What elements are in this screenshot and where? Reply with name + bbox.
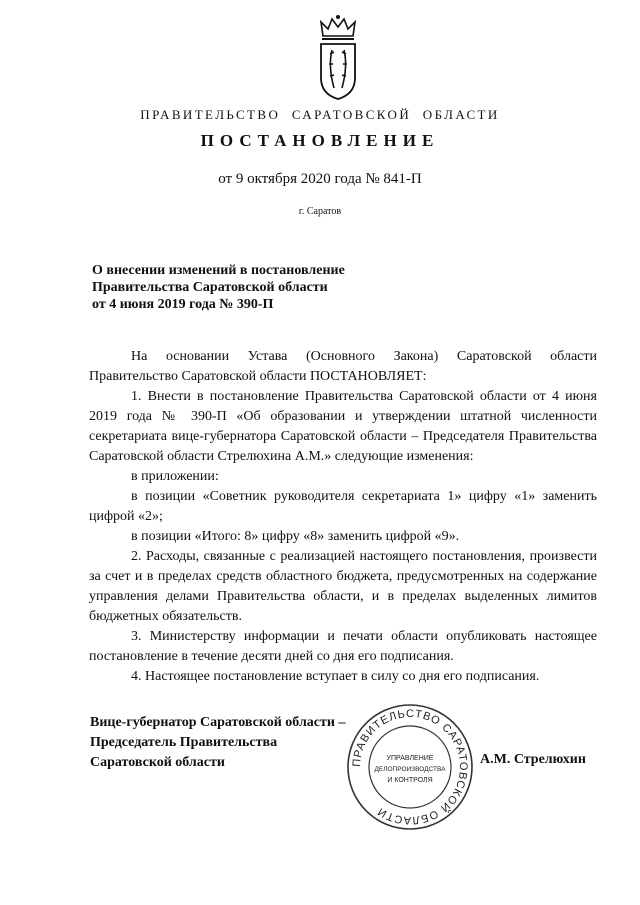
seal-center-line: ДЕЛОПРОИЗВОДСТВА [374, 766, 446, 773]
document-subject [92, 262, 452, 313]
signatory-title-line: Саратовской области [90, 755, 225, 770]
signatory-title-line: Вице-губернатор Саратовской области – [90, 715, 346, 730]
subject-line: О внесении изменений в постановление [92, 263, 345, 278]
signatory-title-line: Председатель Правительства [90, 735, 278, 750]
body-paragraph: в приложении: [131, 469, 219, 484]
document-date-number: от 9 октября 2020 года № 841-П [218, 171, 422, 187]
body-paragraph: в позиции «Итого: 8» цифру «8» заменить цифрой «9». [131, 529, 460, 544]
subject-line: Правительства Саратовской области [92, 280, 328, 295]
government-name: ПРАВИТЕЛЬСТВО САРАТОВСКОЙ ОБЛАСТИ [140, 107, 500, 122]
body-paragraph: в позиции «Советник руководителя секретариата 1» цифру «1» заменить цифрой «2»; [89, 489, 597, 524]
seal-center-line: УПРАВЛЕНИЕ [386, 755, 434, 762]
official-seal-icon [345, 702, 475, 832]
document-city: г. Саратов [298, 206, 342, 217]
seal-center-line: И КОНТРОЛЯ [387, 777, 433, 784]
body-paragraph: 4. Настоящее постановление вступает в силу со дня его подписания. [131, 669, 540, 684]
saratov-coat-of-arms-icon [315, 14, 361, 100]
document-body [89, 347, 597, 687]
body-paragraph: 3. Министерству информации и печати области опубликовать настоящее постановление в течение десяти дней со дня его подписания. [89, 629, 597, 664]
document-type: ПОСТАНОВЛЕНИЕ [200, 131, 440, 150]
subject-line: от 4 июня 2019 года № 390-П [92, 297, 274, 312]
body-paragraph: На основании Устава (Основного Закона) Саратовской области Правительство Саратовской области ПОСТАНОВЛЯЕТ: [89, 349, 597, 384]
signatory-name: А.М. Стрелюхин [480, 752, 586, 767]
seal-ring-text: ПРАВИТЕЛЬСТВО САРАТОВСКОЙ ОБЛАСТИ [350, 707, 470, 827]
body-paragraph: 2. Расходы, связанные с реализацией настоящего постановления, произвести за счет и в пределах средств областного бюджета, предусмотренных на содержание управления делами Правительства области, и в пределах выделенных лимитов бюджетных обязательств. [89, 549, 597, 624]
body-paragraph: 1. Внести в постановление Правительства Саратовской области от 4 июня 2019 года № 390-П «Об образовании и утверждении штатной численности секретариата вице-губернатора Саратовской области – Председателя Правительства Саратовской области Стрелюхина А.М.» следующие изменения: [89, 389, 597, 464]
